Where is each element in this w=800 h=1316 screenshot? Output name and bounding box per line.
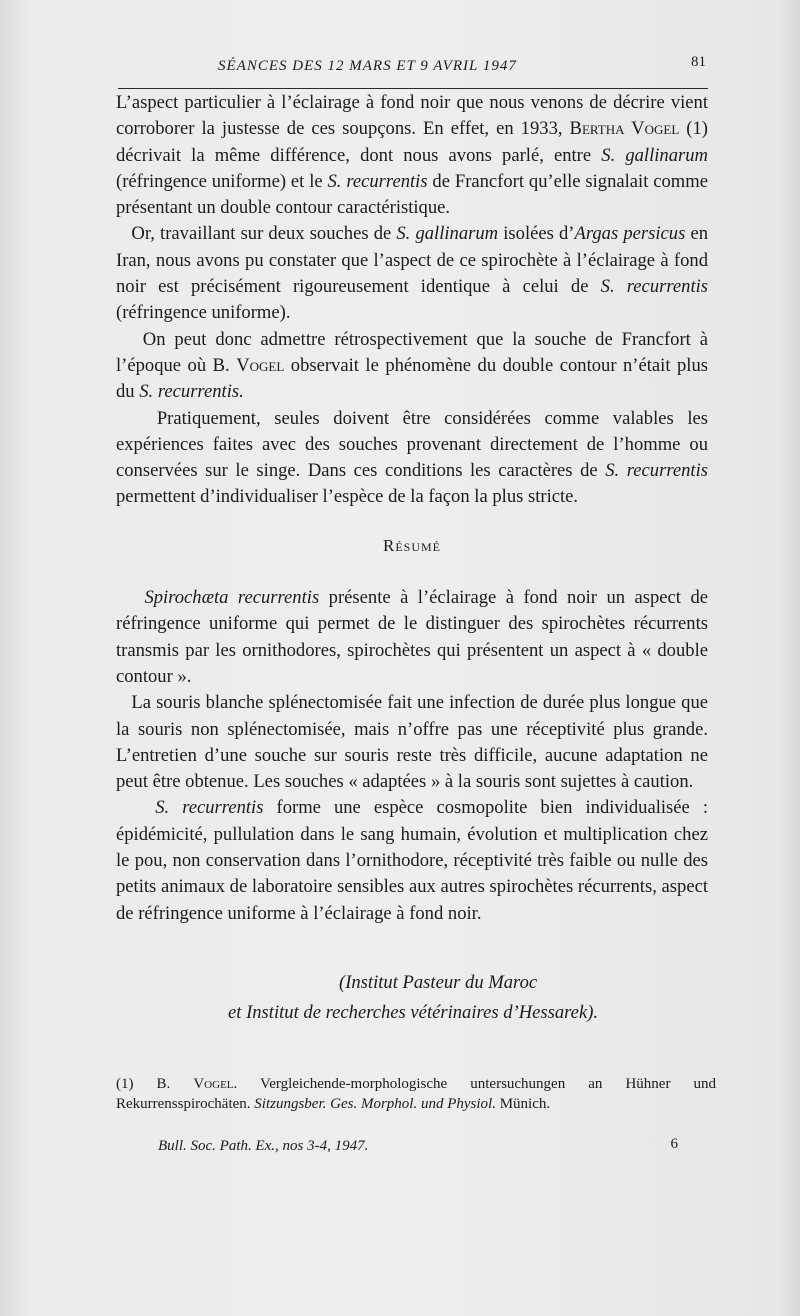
- paragraph: On peut donc admettre rétrospectivement que la souche de Francfort à l’époque où B. Vogel observait le phénomène du double contour n’était plus du S. recurrentis.: [116, 328, 708, 403]
- signature-mark: 6: [670, 1136, 678, 1152]
- journal-citation: Bull. Soc. Path. Ex., nos 3-4, 1947.: [158, 1138, 369, 1154]
- running-title: SÉANCES DES 12 MARS ET 9 AVRIL 1947: [218, 58, 517, 74]
- institution-signature: [116, 968, 716, 1028]
- paragraph: Or, travaillant sur deux souches de S. gallinarum isolées d’Argas persicus en Iran, nous avons pu constater que l’aspect de ce spirochète à l’éclairage à fond noir est précisément rigoureusement identique à celui de S. recurrentis (réfringence uniforme).: [116, 223, 709, 324]
- summary-paragraph: La souris blanche splénectomisée fait une infection de durée plus longue que la souris non splénectomisée, mais n’offre pas une réceptivité plus grande. L’entretien d’une souche sur souris reste très difficile, aucune adaptation ne peut être obtenue. Les souches « adaptées » à la souris sont sujettes à caution.: [116, 692, 708, 793]
- running-header: [118, 52, 708, 89]
- paragraph: Pratiquement, seules doivent être considérées comme valables les expériences faites avec des souches provenant directement de l’homme ou conservées sur le singe. Dans ces conditions les caractères de S. recurrentis permettent d’individualiser l’espèce de la façon la plus stricte.: [116, 407, 708, 508]
- article-body: [116, 90, 708, 927]
- footnote: (1) B. Vogel. Vergleichende-morphologische untersuchungen an Hühner und Rekurrensspirochäten. Sitzungsber. Ges. Morphol. und Physiol. Münich.: [116, 1076, 716, 1112]
- signature-line: et Institut de recherches vétérinaires d’Hessarek).: [228, 1002, 599, 1023]
- summary-paragraph: Spirochæta recurrentis présente à l’éclairage à fond noir un aspect de réfringence uniforme qui permet de le distinguer des spirochètes récurrents transmis par les ornithodores, spirochètes qui présentent un aspect à « double contour ».: [116, 587, 708, 687]
- signature-line: (Institut Pasteur du Maroc: [339, 972, 538, 993]
- paragraph: L’aspect particulier à l’éclairage à fond noir que nous venons de décrire vient corroborer la justesse de ces soupçons. En effet, en 1933, Bertha Vogel (1) décrivait la même différence, dont nous avons parlé, entre S. gallinarum (réfringence uniforme) et le S. recurrentis de Francfort qu’elle signalait comme présentant un double contour caractéristique.: [116, 92, 708, 219]
- page-footer: [158, 1138, 718, 1155]
- section-heading: Résumé: [382, 535, 441, 555]
- page-number: 81: [691, 54, 706, 70]
- summary-paragraph: S. recurrentis forme une espèce cosmopolite bien individualisée : épidémicité, pullulation dans le sang humain, évolution et multiplication chez le pou, non conservation dans l’ornithodore, réceptivité très faible ou nulle des petits animaux de laboratoire sensibles aux autres spirochètes récurrents, aspect de réfringence uniforme à l’éclairage à fond noir.: [116, 797, 709, 924]
